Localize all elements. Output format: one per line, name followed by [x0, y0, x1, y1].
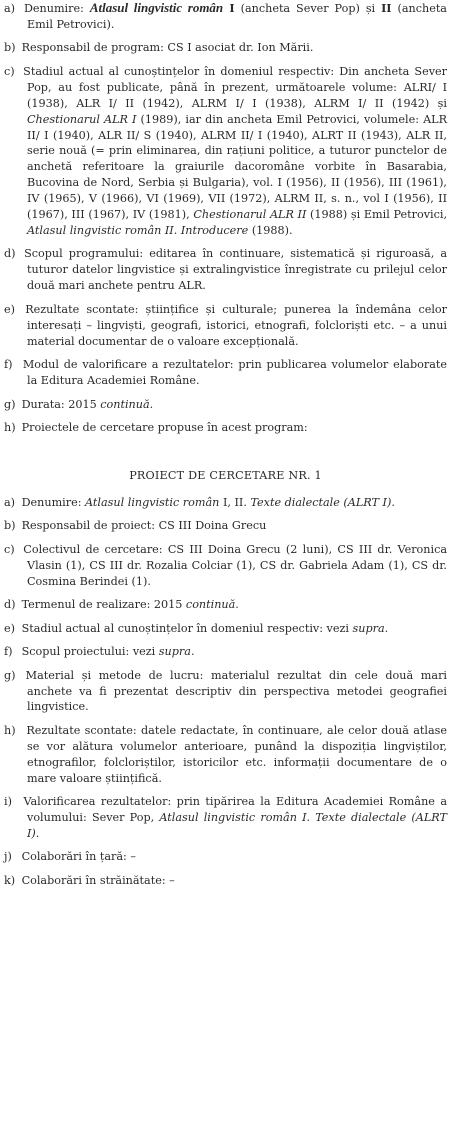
italic-title: Texte dialectale (ALRT I) [250, 495, 392, 509]
item-letter: d) [4, 247, 16, 261]
item-text: Scopul proiectului: vezi [21, 645, 159, 659]
item-text: (ancheta Sever Pop) și [234, 2, 382, 15]
item-letter: d) [4, 598, 16, 612]
item-text: (1988) și Emil Petrovici, [306, 208, 448, 222]
item-text: Stadiul actual al cunoștințelor în domeniul respectiv: Din ancheta Sever Pop, au fost publicate, până în prezent, următoarele volume: ALRI/ I (1938), ALR I/ II (1942), ALRM I/ I (1938), ALRM I/ II (1942) și [23, 64, 448, 110]
item-text: Colaborări în țară: – [21, 850, 136, 864]
italic-title: Chestionarul ALR I [27, 112, 137, 126]
item-text: Modul de valorificare a rezultatelor: prin publicarea volumelor elaborate la Editura Academiei Române. [22, 358, 447, 387]
project-item-c [4, 542, 447, 590]
item-letter: h) [4, 723, 16, 737]
item-text: Responsabil de proiect: CS III Doina Grecu [21, 519, 267, 533]
project-item-b [4, 518, 447, 534]
item-text: Colectivul de cercetare: CS III Doina Grecu (2 luni), CS III dr. Veronica Vlasin (1), CS III dr. Rozalia Colciar (1), CS dr. Gabriela Adam (1), CS dr. Cosmina Berindei (1). [23, 542, 448, 588]
item-text: . [190, 645, 195, 659]
program-item-c [4, 64, 447, 239]
volume-number: I [223, 1, 235, 15]
item-text: Stadiul actual al cunoștințelor în domeniul respectiv: vezi [21, 621, 353, 635]
program-item-g [4, 397, 447, 413]
item-text: Scopul programului: editarea în continuare, sistematică și riguroasă, a tuturor datelor lingvistice și extralingvistice înregistrate cu prilejul celor două mari anchete pentru ALR. [24, 247, 448, 293]
item-letter: a) [4, 2, 16, 15]
item-text: (1988). [248, 223, 293, 237]
item-text: Valorificarea rezultatelor: prin tipărirea la Editura Academiei Române a volumului: Sever Pop, [23, 795, 447, 825]
program-item-b [4, 40, 447, 56]
item-letter: f) [4, 358, 13, 372]
item-letter: j) [4, 850, 12, 864]
project-item-e [4, 621, 447, 637]
item-text: (1989), iar din ancheta Emil Petrovici, volumele: ALR II/ I (1940), ALR II/ S (1940), ALRM II/ I (1940), ALRT II (1943), ALR II, serie nouă (= prin eliminarea, din rațiuni politice, a tuturor punctelor de anchetă referitoare la graiurile dacoromâne vorbite în Basarabia, Bucovina de Nord, Serbia și Bulgaria), vol. I (1956), II (1956), III (1961), IV (1965), V (1966), VI (1969), VII (1972), ALRM II, s. n., vol I (1956), II (1967), III (1967), IV (1981), [27, 112, 447, 222]
italic-title: Atlasul lingvistic român [85, 495, 220, 509]
item-text: Proiectele de cercetare propuse în acest program: [21, 421, 308, 434]
italic-title: Atlasul lingvistic român II. Introducere [27, 223, 249, 237]
item-letter: c) [4, 542, 15, 556]
program-item-h [4, 420, 447, 436]
item-text: . [384, 621, 389, 635]
italic-word: supra [352, 621, 385, 635]
project-item-k [4, 873, 447, 889]
item-letter: c) [4, 64, 15, 78]
item-text: (ancheta Emil Petrovici). [27, 2, 447, 31]
item-letter: a) [4, 495, 16, 509]
item-text: . [391, 495, 395, 509]
item-text: . [35, 826, 40, 840]
program-item-a [4, 0, 447, 33]
program-item-f [4, 357, 447, 389]
item-text: Denumire: [23, 2, 90, 15]
item-letter: b) [4, 519, 16, 533]
project-heading: PROIECT DE CERCETARE NR. 1 [129, 468, 322, 482]
item-text: Rezultate scontate: datele redactate, în continuare, ale celor două atlase se vor alătura volumelor anterioare, punând la dispoziția lingviștilor, etnografilor, folcloriștilor, istoricilor etc. informații documentare de o mare valoare științifică. [26, 723, 447, 785]
item-text: Durata: 2015 [21, 397, 101, 411]
item-text: Rezultate scontate: științifice și culturale; punerea la îndemâna celor interesați – lingviști, geografi, istorici, etnografi, folcloriști etc. – a unui material documentar de o valoare excepțională. [25, 302, 448, 348]
project-item-g [4, 668, 447, 716]
project-item-j [4, 849, 447, 865]
item-text: Material și metode de lucru: materialul rezultat din cele două mari anchete va fi prezentat descriptiv din perspectiva metodei geografiei lingvistice. [25, 668, 447, 714]
item-text: . [149, 397, 154, 411]
program-item-d [4, 246, 447, 294]
item-letter: e) [4, 302, 15, 316]
project-item-d [4, 597, 447, 613]
project-item-i [4, 794, 447, 842]
italic-word: continuă [185, 598, 236, 612]
item-letter: k) [4, 873, 16, 887]
project-item-h [4, 723, 447, 787]
project-section [4, 468, 447, 889]
program-item-e [4, 302, 447, 350]
project-item-a [4, 495, 447, 511]
item-letter: f) [4, 645, 13, 659]
italic-word: supra [158, 645, 191, 659]
atlas-title: Atlasul lingvistic român [89, 0, 224, 15]
item-letter: b) [4, 41, 16, 55]
item-text: Denumire: [21, 495, 86, 509]
italic-title: Atlasul lingvistic român I. Texte dialectale (ALRT I) [27, 811, 447, 840]
italic-title: Chestionarul ALR II [193, 208, 307, 222]
project-item-f [4, 644, 447, 660]
item-letter: h) [4, 421, 16, 434]
item-letter: e) [4, 621, 15, 635]
program-section [4, 0, 447, 436]
item-letter: i) [4, 795, 12, 809]
item-text: I, II. [219, 495, 251, 509]
item-letter: g) [4, 397, 16, 411]
volume-number: II [381, 1, 392, 15]
item-text: Termenul de realizare: 2015 [21, 598, 186, 612]
item-text: . [235, 598, 239, 612]
item-letter: g) [4, 668, 16, 682]
item-text: Colaborări în străinătate: – [21, 873, 175, 887]
italic-word: continuă [100, 397, 150, 411]
item-text: Responsabil de program: CS I asociat dr. Ion Mării. [21, 41, 314, 55]
